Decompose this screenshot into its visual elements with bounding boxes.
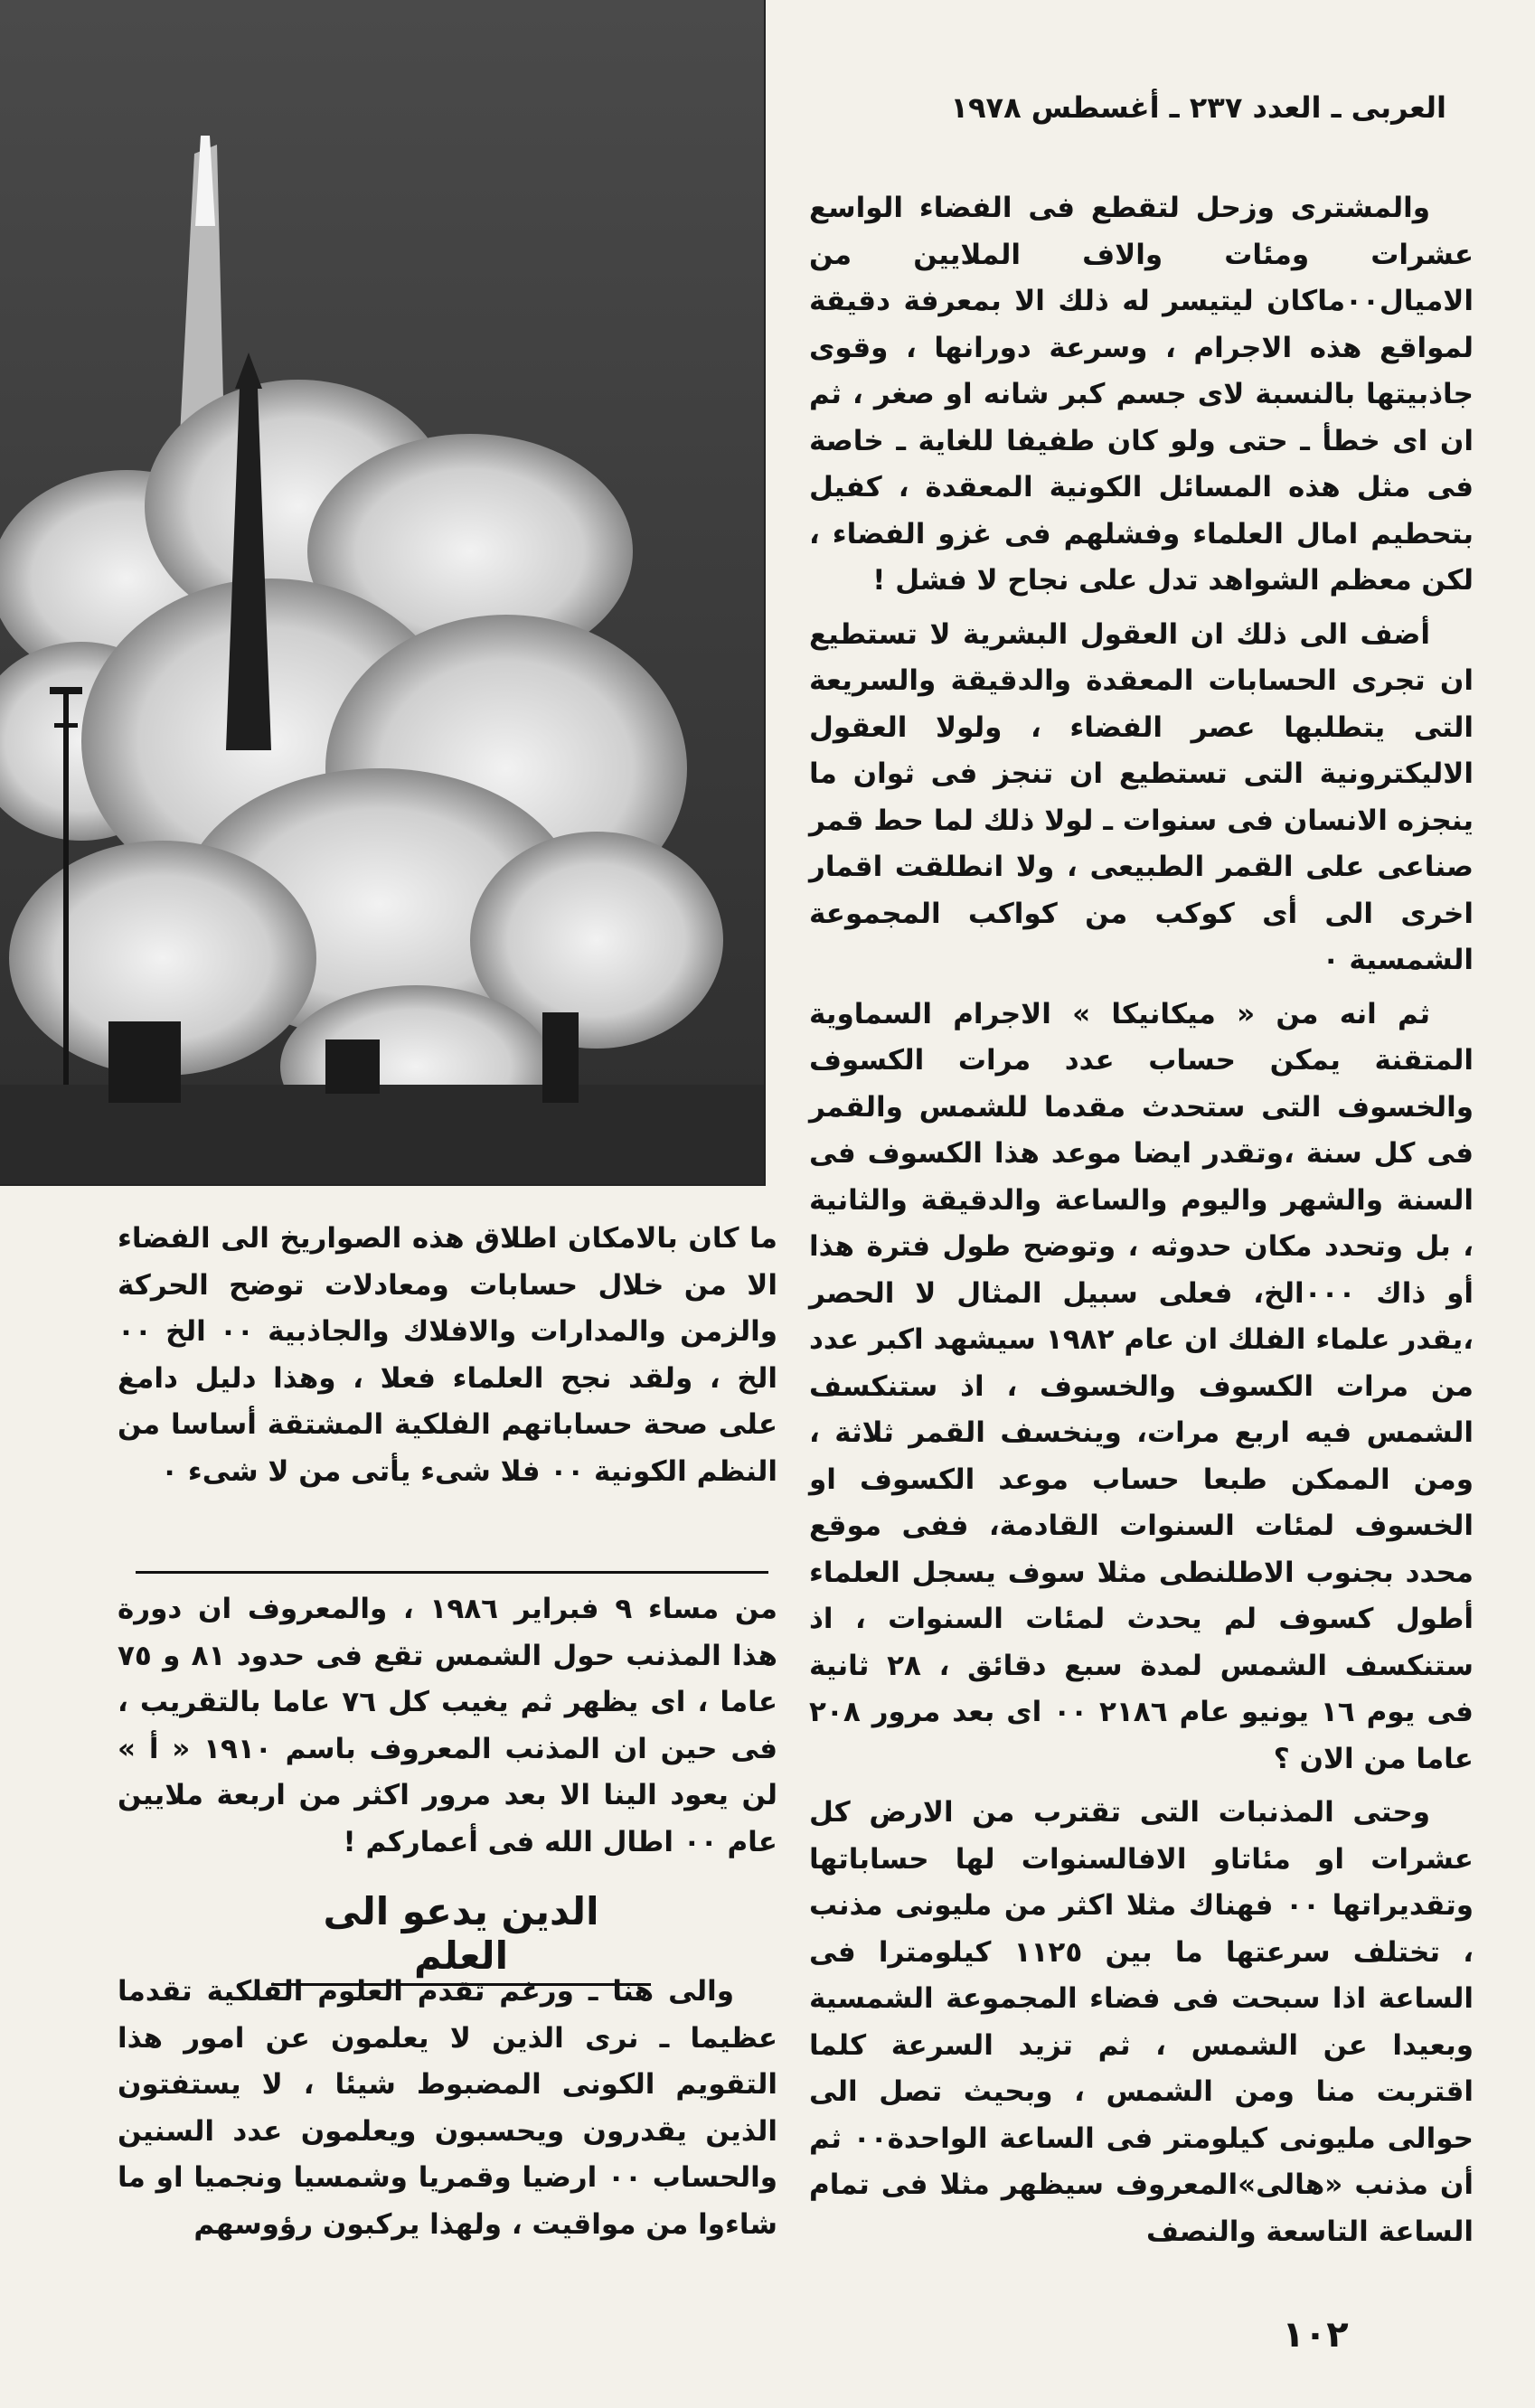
paragraph: من مساء ٩ فبراير ١٩٨٦ ، والمعروف ان دورة هذا المذنب حول الشمس تقع فى حدود ٨١ و ٧٥ عاما ، اى يظهر ثم يغيب كل ٧٦ عاما بالتقريب ، فى حين ان المذنب المعروف باسم ١٩١٠ « أ » لن يعود الينا الا بعد مرور اكثر من اربعة ملايين عام ٠٠ اطال الله فى أعماركم ! [118, 1593, 777, 1858]
running-head: العربى ـ العدد ٢٣٧ ـ أغسطس ١٩٧٨ [950, 90, 1446, 125]
caption-text: ما كان بالامكان اطلاق هذه الصواريخ الى الفضاء الا من خلال حسابات ومعادلات توضح الحركة والزمن والمدارات والافلاك والجاذبية ٠٠ الخ ٠٠ الخ ، ولقد نجح العلماء فعلا ، وهذا دليل دامغ على صحة حساباتهم الفلكية المشتقة أساسا من النظم الكونية ٠٠ فلا شىء يأتى من لا شىء ٠ [118, 1222, 777, 1488]
paragraph: وحتى المذنبات التى تقترب من الارض كل عشرات او مئاتاو الافالسنوات لها حساباتها وتقديراتها ٠٠ فهناك مثلا اكثر من مليونى مذنب ، تختلف سرعتها ما بين ١١٢٥ كيلومترا فى الساعة اذا سبحت فى فضاء المجموعة الشمسية وبعيدا عن الشمس ، ثم تزيد السرعة كلما اقتربت منا ومن الشمس ، وبحيث تصل الى حوالى مليونى كيلومتر فى الساعة الواحدة٠٠ ثم أن مذنب «هالى»المعروف سيظهر مثلا فى تمام الساعة التاسعة والنصف [809, 1796, 1474, 2248]
right-column [809, 185, 1474, 2262]
photo-caption [118, 1216, 777, 1502]
section-heading: الدين يدعو الى العلم [271, 1889, 651, 1986]
paragraph: أضف الى ذلك ان العقول البشرية لا تستطيع ان تجرى الحسابات المعقدة والدقيقة والسريعة التى يتطلبها عصر الفضاء ، ولولا العقول الاليكترونية التى تستطيع ان تنجز فى ثوان ما ينجزه الانسان فى سنوات ـ لولا ذلك لما حط قمر صناعى على القمر الطبيعى ، ولا انطلقت اقمار اخرى الى أى كوكب من كواكب المجموعة الشمسية ٠ [809, 617, 1474, 976]
left-column-section [118, 1969, 777, 2255]
paragraph: والى هنا ـ ورغم تقدم العلوم الفلكية تقدما عظيما ـ نرى الذين لا يعلمون عن امور هذا التقويم الكونى المضبوط شيئا ، لا يستفتون الذين يقدرون ويحسبون ويعلمون عدد السنين والحساب ٠٠ ارضيا وقمريا وشمسيا ونجميا او ما شاءوا من مواقيت ، ولهذا يركبون رؤوسهم [118, 1975, 777, 2241]
page-number: ١٠٢ [1282, 2314, 1349, 2356]
paragraph: والمشترى وزحل لتقطع فى الفضاء الواسع عشرات ومئات والاف الملايين من الاميال٠٠ماكان ليتيسر له ذلك الا بمعرفة دقيقة لمواقع هذه الاجرام ، وسرعة دورانها ، وقوى جاذبيتها بالنسبة لاى جسم كبر شانه او صغر ، ثم ان اى خطأ ـ حتى ولو كان طفيفا للغاية ـ خاصة فى مثل هذه المسائل الكونية المعقدة ، كفيل بتحطيم امال العلماء وفشلهم فى غزو الفضاء ، لكن معظم الشواهد تدل على نجاح لا فشل ! [809, 192, 1474, 597]
paragraph: ثم انه من « ميكانيكا » الاجرام السماوية المتقنة يمكن حساب عدد مرات الكسوف والخسوف التى ستحدث مقدما للشمس والقمر فى كل سنة ،وتقدر ايضا موعد هذا الكسوف فى السنة والشهر واليوم والساعة والدقيقة والثانية ، بل وتحدد مكان حدوثه ، وتوضح طول فترة هذا أو ذاك ٠٠٠الخ، فعلى سبيل المثال لا الحصر ،يقدر علماء الفلك ان عام ١٩٨٢ سيشهد اكبر عدد من مرات الكسوف والخسوف ، اذ ستنكسف الشمس فيه اربع مرات، وينخسف القمر ثلاثة ، ومن الممكن طبعا حساب موعد الكسوف او الخسوف لمئات السنوات القادمة، ففى موقع محدد بجنوب الاطلنطى مثلا سوف يسجل العلماء أطول كسوف لم يحدث لمئات السنوات ، اذ ستنكسف الشمس لمدة سبع دقائق ، ٢٨ ثانية فى يوم ١٦ يونيو عام ٢١٨٦ ٠٠ اى بعد مرور ٢٠٨ عاما من الان ؟ [809, 997, 1474, 1775]
left-column-continuation [118, 1586, 777, 1873]
divider [136, 1571, 768, 1574]
rocket-launch-photo [0, 0, 766, 1186]
